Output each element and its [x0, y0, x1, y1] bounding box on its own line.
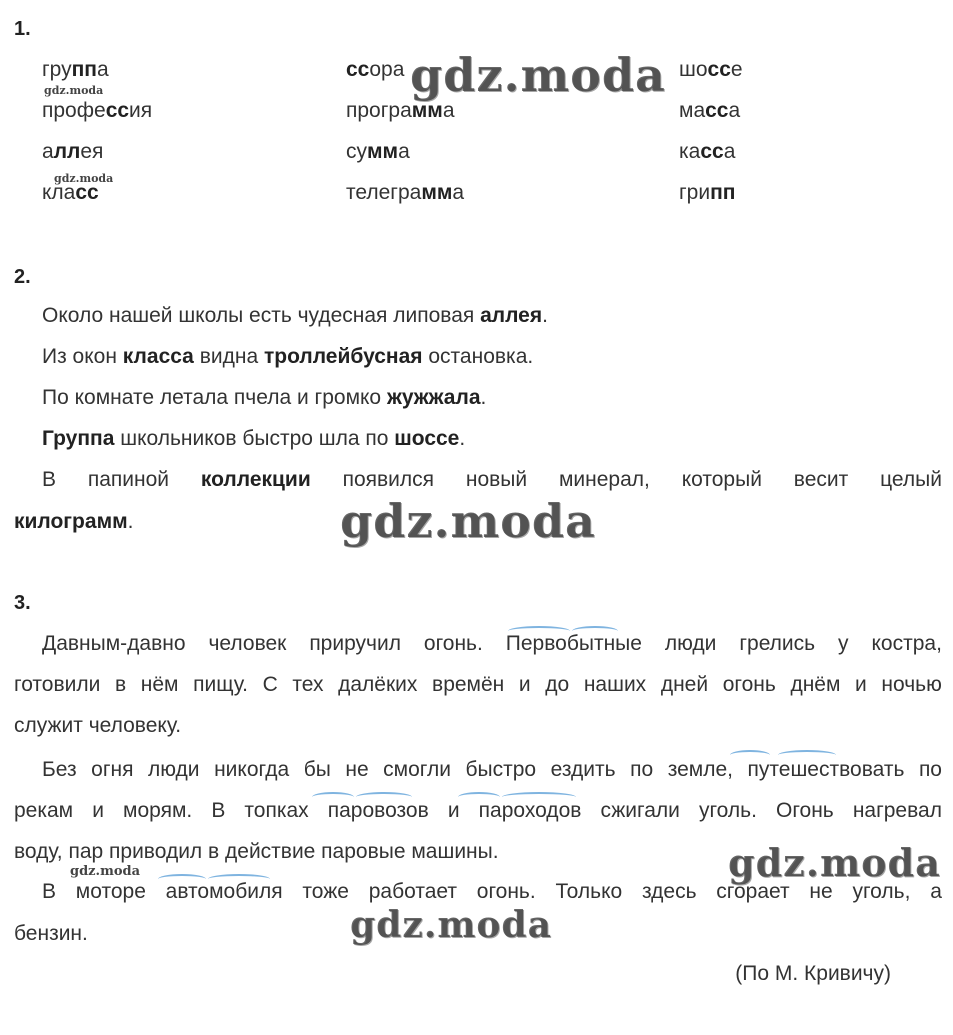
text-line: готовили в нём пищу. С тех далёких времён и до наших дней огонь днём и ночью — [14, 673, 942, 696]
root-arc-mark — [730, 750, 770, 760]
word: группа — [42, 58, 109, 81]
text-line: В моторе автомобиля тоже работает огонь. Только здесь сгорает не уголь, а — [42, 880, 942, 903]
source-attribution: (По М. Кривичу) — [735, 962, 891, 985]
root-arc-mark — [208, 874, 270, 884]
sentence: По комнате летала пчела и громко жужжала. — [42, 386, 487, 409]
word: сумма — [346, 140, 410, 163]
watermark-logo: gdz.moda — [340, 494, 596, 548]
sentence: Из окон класса видна троллейбусная остановка. — [42, 345, 534, 368]
word: касса — [679, 140, 736, 163]
root-arc-mark — [458, 792, 500, 802]
word: аллея — [42, 140, 104, 163]
watermark-small: gdz.moda — [44, 84, 104, 97]
word: телеграмма — [346, 181, 465, 204]
word: программа — [346, 99, 455, 122]
root-arc-mark — [572, 626, 618, 636]
watermark-logo: gdz.moda — [350, 904, 552, 946]
word: класс — [42, 181, 99, 204]
root-arc-mark — [158, 874, 206, 884]
word: грипп — [679, 181, 736, 204]
exercise-1-number: 1. — [14, 18, 31, 40]
word: шоссе — [679, 58, 743, 81]
root-arc-mark — [508, 626, 570, 636]
text-line: Давным-давно человек приручил огонь. Первобытные люди грелись у костра, — [42, 632, 942, 655]
watermark-logo: gdz.moda — [728, 840, 941, 885]
exercise-2-number: 2. — [14, 266, 31, 288]
text-line: рекам и морям. В топках паровозов и пароходов сжигали уголь. Огонь нагревал — [14, 799, 942, 822]
word: масса — [679, 99, 741, 122]
text-line: воду, пар приводил в действие паровые машины. — [14, 840, 499, 863]
sentence-line: килограмм. — [14, 510, 134, 533]
word: ссора — [346, 58, 405, 81]
sentence-line: В папиной коллекции появился новый минерал, который весит целый — [42, 468, 942, 491]
text-line: Без огня люди никогда бы не смогли быстро ездить по земле, путешествовать по — [42, 758, 942, 781]
text-line: бензин. — [14, 922, 88, 945]
exercise-3-number: 3. — [14, 592, 31, 614]
sentence: Группа школьников быстро шла по шоссе. — [42, 427, 466, 450]
text-line: служит человеку. — [14, 714, 182, 737]
watermark-logo: gdz.moda — [410, 48, 666, 102]
root-arc-mark — [778, 750, 836, 760]
sentence: Около нашей школы есть чудесная липовая аллея. — [42, 304, 548, 327]
root-arc-mark — [502, 792, 576, 802]
watermark-small: gdz.moda — [70, 864, 141, 879]
watermark-small: gdz.moda — [54, 172, 114, 185]
root-arc-mark — [356, 792, 412, 802]
word: профессия — [42, 99, 153, 122]
root-arc-mark — [312, 792, 354, 802]
